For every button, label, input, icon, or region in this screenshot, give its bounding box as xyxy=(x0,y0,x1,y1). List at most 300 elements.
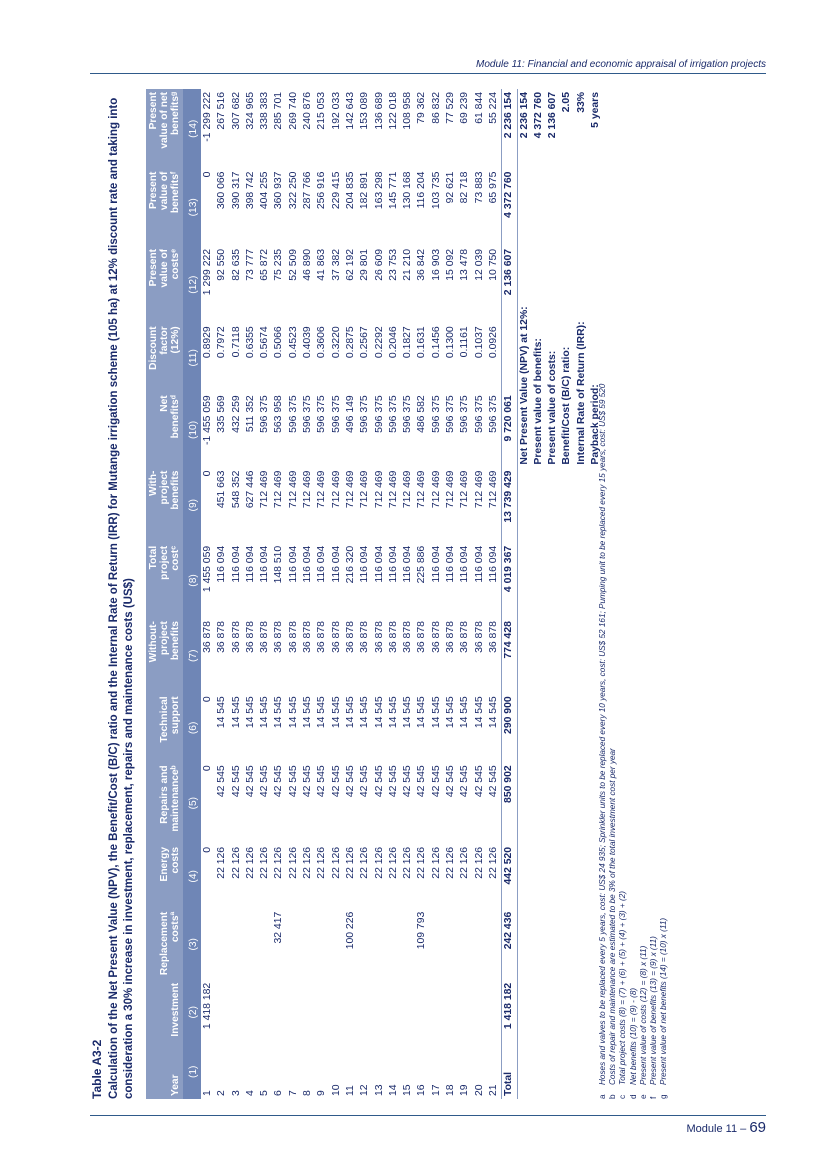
table-cell: 14 545 xyxy=(230,693,244,762)
table-caption: Calculation of the Net Present Value (NPV), the Benefit/Cost (B/C) ratio and the Internal Rate of Return (IRR) for Mutange irrigation scheme (105 ha) at 12% discount rate and taking into consideration a 30% increase in investment, replacement, repairs and maintenance costs (US$) xyxy=(108,97,135,1099)
table-cell: 26 609 xyxy=(373,246,387,323)
table-cell: 62 192 xyxy=(344,246,358,323)
table-cell: 36 878 xyxy=(458,618,472,693)
total-cell: 9 720 061 xyxy=(502,392,517,467)
table-cell: 103 735 xyxy=(430,169,444,246)
table-row xyxy=(373,89,387,1099)
column-header xyxy=(146,693,183,762)
table-cell: 0.1827 xyxy=(401,323,415,392)
table-cell: 563 958 xyxy=(272,392,286,467)
table-cell: 42 545 xyxy=(430,762,444,844)
header-row xyxy=(146,89,183,1099)
column-header-line: project xyxy=(159,470,170,505)
table-cell: 36 878 xyxy=(487,618,502,693)
table-cell: 42 545 xyxy=(387,762,401,844)
table-cell: 596 375 xyxy=(358,392,372,467)
table-cell: 36 878 xyxy=(373,618,387,693)
table-cell: 41 863 xyxy=(315,246,329,323)
table-cell: 1 455 059 xyxy=(201,543,215,618)
table-cell xyxy=(473,909,487,980)
table-cell: 335 569 xyxy=(215,392,229,467)
table-cell: 225 886 xyxy=(415,543,429,618)
table-cell: 13 xyxy=(373,1045,387,1099)
table-cell: 712 469 xyxy=(315,468,329,543)
table-cell: 0.5066 xyxy=(272,323,286,392)
column-number: (4) xyxy=(183,844,201,909)
table-cell: 116 094 xyxy=(473,543,487,618)
table-cell xyxy=(287,909,301,980)
table-cell xyxy=(287,980,301,1045)
total-cell: Total xyxy=(502,1045,517,1099)
table-cell: 61 844 xyxy=(473,89,487,169)
table-cell: 404 255 xyxy=(258,169,272,246)
table-cell xyxy=(244,980,258,1045)
table-cell: 55 224 xyxy=(487,89,502,169)
table-cell: 130 168 xyxy=(401,169,415,246)
summary-row xyxy=(517,89,532,1099)
total-cell: 850 902 xyxy=(502,762,517,844)
summary-label: Net Present Value (NPV) at 12%: xyxy=(518,306,530,465)
table-cell: 8 xyxy=(301,1045,315,1099)
column-header-line: Technical xyxy=(159,696,170,743)
summary-spacer xyxy=(575,468,589,1099)
table-cell: 116 094 xyxy=(373,543,387,618)
table-cell: 215 053 xyxy=(315,89,329,169)
table-cell: 116 094 xyxy=(301,543,315,618)
summary-label: Present value of benefits: xyxy=(532,338,544,465)
summary-value: 2 236 154 xyxy=(518,92,530,139)
table-cell: 10 xyxy=(330,1045,344,1099)
column-header-line: project xyxy=(159,545,170,580)
column-header-line: costsᵉ xyxy=(170,248,181,280)
table-cell: 14 545 xyxy=(444,693,458,762)
table-cell: 100 226 xyxy=(344,909,358,980)
table-cell: 14 545 xyxy=(301,693,315,762)
table-cell: 14 545 xyxy=(487,693,502,762)
table-cell: 21 210 xyxy=(401,246,415,323)
table-cell: 16 903 xyxy=(430,246,444,323)
table-cell xyxy=(201,909,215,980)
table-cell: 116 094 xyxy=(330,543,344,618)
footnote xyxy=(629,89,639,1099)
table-cell xyxy=(401,980,415,1045)
table-cell: 65 872 xyxy=(258,246,272,323)
column-header-line: benefitsᶠ xyxy=(170,171,181,214)
table-cell: 0 xyxy=(201,693,215,762)
footnote-key: f xyxy=(649,1096,659,1099)
column-number: (3) xyxy=(183,909,201,980)
table-cell xyxy=(330,980,344,1045)
table-row xyxy=(358,89,372,1099)
table-cell: 42 545 xyxy=(272,762,286,844)
table-cell: 14 545 xyxy=(430,693,444,762)
table-cell: 52 509 xyxy=(287,246,301,323)
table-cell: 712 469 xyxy=(444,468,458,543)
table-cell: -1 455 059 xyxy=(201,392,215,467)
table-cell: 0.6355 xyxy=(244,323,258,392)
table-cell: 10 750 xyxy=(487,246,502,323)
column-header-line: Present xyxy=(148,92,159,130)
table-cell: 148 510 xyxy=(272,543,286,618)
table-cell: 229 415 xyxy=(330,169,344,246)
column-header xyxy=(146,909,183,980)
table-row xyxy=(387,89,401,1099)
table-cell xyxy=(272,980,286,1045)
column-header-line: costᶜ xyxy=(170,545,181,571)
table-cell: 36 878 xyxy=(473,618,487,693)
table-cell: 22 126 xyxy=(344,844,358,909)
column-header-line: Investment xyxy=(170,982,181,1037)
table-cell: 37 382 xyxy=(330,246,344,323)
table-cell: 596 375 xyxy=(487,392,502,467)
column-header xyxy=(146,246,183,323)
table-cell: 712 469 xyxy=(287,468,301,543)
table-cell: 32 417 xyxy=(272,909,286,980)
total-cell: 774 428 xyxy=(502,618,517,693)
table-cell xyxy=(458,909,472,980)
footnote-text: Present value of benefits (13) = (9) x (11) xyxy=(649,936,659,1085)
table-cell: 204 835 xyxy=(344,169,358,246)
table-cell: 360 937 xyxy=(272,169,286,246)
table-cell: 12 xyxy=(358,1045,372,1099)
table-cell: 712 469 xyxy=(330,468,344,543)
table-cell: 267 516 xyxy=(215,89,229,169)
column-header xyxy=(146,323,183,392)
table-cell: 14 545 xyxy=(344,693,358,762)
table-cell xyxy=(301,909,315,980)
table-cell: 1 418 182 xyxy=(201,980,215,1045)
table-cell: 42 545 xyxy=(415,762,429,844)
table-cell: 73 777 xyxy=(244,246,258,323)
page-footer xyxy=(687,1119,766,1136)
table-cell: 36 878 xyxy=(358,618,372,693)
table-cell: 22 126 xyxy=(415,844,429,909)
column-header-line: Total xyxy=(148,545,159,570)
column-header xyxy=(146,169,183,246)
table-cell: 216 320 xyxy=(344,543,358,618)
table-row xyxy=(444,89,458,1099)
summary-value: 33% xyxy=(575,92,587,113)
table-row xyxy=(315,89,329,1099)
table-cell: 73 883 xyxy=(473,169,487,246)
table-cell: 0 xyxy=(201,762,215,844)
footnote-key: e xyxy=(638,1094,648,1099)
table-cell xyxy=(430,909,444,980)
summary-row xyxy=(560,89,574,1099)
total-cell: 4 372 760 xyxy=(502,169,517,246)
table-cell: 116 094 xyxy=(258,543,272,618)
table-row xyxy=(415,89,429,1099)
total-cell: 442 520 xyxy=(502,844,517,909)
npv-table xyxy=(146,89,603,1099)
column-header-line: Repairs and xyxy=(159,765,170,824)
summary-row xyxy=(532,89,546,1099)
table-cell: 511 352 xyxy=(244,392,258,467)
column-header-line: Year xyxy=(170,1074,181,1096)
table-cell: 17 xyxy=(430,1045,444,1099)
table-cell: 109 793 xyxy=(415,909,429,980)
table-cell: 596 375 xyxy=(258,392,272,467)
table-cell: 0.2292 xyxy=(373,323,387,392)
table-cell: 712 469 xyxy=(387,468,401,543)
summary-value: 2.05 xyxy=(561,92,573,113)
footnote-text: Net benefits (10) = (9) - (8) xyxy=(628,987,638,1085)
table-cell xyxy=(415,980,429,1045)
table-cell: 11 xyxy=(344,1045,358,1099)
column-number: (2) xyxy=(183,980,201,1045)
table-cell: 0.3220 xyxy=(330,323,344,392)
table-cell: 18 xyxy=(444,1045,458,1099)
column-header-line: benefits xyxy=(170,470,181,510)
column-header-line: Present xyxy=(148,248,159,287)
footnote-text: Hoses and valves to be replaced every 5 years, cost: US$ 24 935; Sprinkler units to be replaced every 10 years, cost: US$ 52 161; Pumping unit to be replaced every 15 years, cost: US$ 59 520 xyxy=(598,383,607,1085)
column-header xyxy=(146,1045,183,1099)
table-cell: 712 469 xyxy=(473,468,487,543)
summary-value: 4 372 760 xyxy=(532,92,544,139)
table-cell: 14 545 xyxy=(473,693,487,762)
table-row xyxy=(287,89,301,1099)
table-cell: 42 545 xyxy=(215,762,229,844)
table-cell: 116 094 xyxy=(430,543,444,618)
table-cell: 122 018 xyxy=(387,89,401,169)
column-number: (12) xyxy=(183,246,201,323)
table-cell: 285 701 xyxy=(272,89,286,169)
table-cell: 712 469 xyxy=(487,468,502,543)
table-cell: 338 383 xyxy=(258,89,272,169)
footnote xyxy=(598,89,608,1099)
table-cell: 42 545 xyxy=(487,762,502,844)
footnote-key: g xyxy=(659,1094,669,1099)
table-row xyxy=(458,89,472,1099)
table-cell: 136 689 xyxy=(373,89,387,169)
summary-spacer xyxy=(560,468,574,1099)
table-cell: 116 094 xyxy=(387,543,401,618)
table-row xyxy=(272,89,286,1099)
column-header-line: project xyxy=(159,621,170,656)
table-cell: 712 469 xyxy=(301,468,315,543)
table-cell xyxy=(230,909,244,980)
table-cell: 0.1300 xyxy=(444,323,458,392)
column-header-line: Energy xyxy=(159,846,170,882)
table-cell: 712 469 xyxy=(373,468,387,543)
table-cell: 36 878 xyxy=(415,618,429,693)
table-cell xyxy=(330,909,344,980)
table-cell: 153 089 xyxy=(358,89,372,169)
table-cell: 14 545 xyxy=(358,693,372,762)
column-header-line: Replacement xyxy=(159,911,170,976)
table-cell xyxy=(215,980,229,1045)
table-cell xyxy=(430,980,444,1045)
footnote-text: Present value of costs (12) = (8) x (11) xyxy=(638,945,648,1085)
table-cell: 46 890 xyxy=(301,246,315,323)
column-header-line: costsª xyxy=(170,911,181,943)
column-header xyxy=(146,762,183,844)
column-header-line: Present xyxy=(148,171,159,209)
table-cell: 116 094 xyxy=(444,543,458,618)
total-cell: 4 019 367 xyxy=(502,543,517,618)
column-header-line: maintenanceᵇ xyxy=(170,765,181,832)
table-cell: 69 239 xyxy=(458,89,472,169)
table-cell: 36 878 xyxy=(344,618,358,693)
table-row xyxy=(487,89,502,1099)
column-header xyxy=(146,618,183,693)
summary-spacer xyxy=(517,468,532,1099)
header-rule xyxy=(90,73,766,74)
summary-spacer xyxy=(546,468,560,1099)
table-cell: 16 xyxy=(415,1045,429,1099)
table-cell: 86 832 xyxy=(430,89,444,169)
table-cell: 79 362 xyxy=(415,89,429,169)
footnote xyxy=(649,89,659,1099)
total-cell: 242 436 xyxy=(502,909,517,980)
table-cell: 22 126 xyxy=(401,844,415,909)
table-cell: 36 878 xyxy=(387,618,401,693)
table-cell: 287 766 xyxy=(301,169,315,246)
total-cell xyxy=(502,323,517,392)
table-cell: 712 469 xyxy=(401,468,415,543)
summary-label: Present value of costs: xyxy=(547,350,559,465)
table-cell: 712 469 xyxy=(258,468,272,543)
table-cell: 42 545 xyxy=(258,762,272,844)
table-cell: 5 xyxy=(258,1045,272,1099)
table-cell xyxy=(401,909,415,980)
table-cell: 182 891 xyxy=(358,169,372,246)
table-cell: 42 545 xyxy=(315,762,329,844)
footnote-key: d xyxy=(628,1094,638,1099)
table-cell: 22 126 xyxy=(301,844,315,909)
footer-label: Module 11 – xyxy=(686,1123,747,1135)
table-cell: 1 xyxy=(201,1045,215,1099)
table-cell: 42 545 xyxy=(358,762,372,844)
column-header xyxy=(146,89,183,169)
table-cell xyxy=(258,980,272,1045)
table-cell: 192 033 xyxy=(330,89,344,169)
table-cell: 14 545 xyxy=(258,693,272,762)
table-cell: 0.2046 xyxy=(387,323,401,392)
footnote-key: b xyxy=(608,1094,618,1099)
table-cell xyxy=(315,909,329,980)
table-cell: 712 469 xyxy=(415,468,429,543)
table-cell xyxy=(387,909,401,980)
footnote-key: c xyxy=(618,1094,628,1099)
table-cell: 36 878 xyxy=(301,618,315,693)
summary-value: 5 years xyxy=(590,92,602,128)
footnote-key: a xyxy=(598,1094,607,1099)
table-cell: 116 094 xyxy=(244,543,258,618)
column-number: (11) xyxy=(183,323,201,392)
table-cell: 324 965 xyxy=(244,89,258,169)
column-header-line: Net xyxy=(159,395,170,412)
table-cell: 92 550 xyxy=(215,246,229,323)
column-header-line: costs xyxy=(170,846,181,874)
table-cell: 82 718 xyxy=(458,169,472,246)
table-cell: 596 375 xyxy=(315,392,329,467)
table-cell: 9 xyxy=(315,1045,329,1099)
table-cell: 14 xyxy=(387,1045,401,1099)
footnote xyxy=(608,89,618,1099)
column-header xyxy=(146,844,183,909)
column-number: (7) xyxy=(183,618,201,693)
table-cell: 36 878 xyxy=(230,618,244,693)
table-row xyxy=(473,89,487,1099)
summary-label: Internal Rate of Return (IRR): xyxy=(575,321,587,465)
table-cell: 390 317 xyxy=(230,169,244,246)
table-label: Table A3-2 xyxy=(90,1039,104,1099)
table-cell: 42 545 xyxy=(287,762,301,844)
table-cell: 36 878 xyxy=(287,618,301,693)
table-cell xyxy=(373,980,387,1045)
table-cell: 14 545 xyxy=(387,693,401,762)
table-cell: 12 039 xyxy=(473,246,487,323)
running-header: Module 11: Financial and economic appraisal of irrigation projects xyxy=(476,59,766,70)
table-cell: 22 126 xyxy=(387,844,401,909)
table-cell: 22 126 xyxy=(272,844,286,909)
table-cell: 36 878 xyxy=(244,618,258,693)
footer-rule xyxy=(90,1115,766,1116)
table-cell: 14 545 xyxy=(244,693,258,762)
table-cell: 116 094 xyxy=(315,543,329,618)
table-cell xyxy=(458,980,472,1045)
table-cell: 240 876 xyxy=(301,89,315,169)
column-header-line: benefitsᵍ xyxy=(170,92,181,136)
total-cell: 2 136 607 xyxy=(502,246,517,323)
summary-spacer xyxy=(532,468,546,1099)
table-cell: 36 878 xyxy=(401,618,415,693)
total-cell: 290 900 xyxy=(502,693,517,762)
table-cell xyxy=(373,909,387,980)
table-cell: 596 375 xyxy=(430,392,444,467)
table-cell xyxy=(487,980,502,1045)
table-cell: 42 545 xyxy=(330,762,344,844)
column-header xyxy=(146,468,183,543)
table-cell: 596 375 xyxy=(387,392,401,467)
table-cell: 42 545 xyxy=(401,762,415,844)
table-cell: 22 126 xyxy=(230,844,244,909)
table-cell: 256 916 xyxy=(315,169,329,246)
table-footnotes xyxy=(598,89,669,1099)
total-cell: 13 739 429 xyxy=(502,468,517,543)
table-cell: 712 469 xyxy=(458,468,472,543)
table-cell xyxy=(444,909,458,980)
table-cell: 36 842 xyxy=(415,246,429,323)
table-cell: 0.0926 xyxy=(487,323,502,392)
table-title-block xyxy=(90,89,137,1099)
footnote xyxy=(659,89,669,1099)
table-cell: 36 878 xyxy=(215,618,229,693)
table-cell: 3 xyxy=(230,1045,244,1099)
table-row xyxy=(258,89,272,1099)
table-cell: 42 545 xyxy=(373,762,387,844)
table-cell: 116 094 xyxy=(287,543,301,618)
table-cell: 322 250 xyxy=(287,169,301,246)
column-number: (13) xyxy=(183,169,201,246)
table-cell: 14 545 xyxy=(272,693,286,762)
table-cell: 14 545 xyxy=(215,693,229,762)
table-cell: 36 878 xyxy=(272,618,286,693)
table-cell xyxy=(444,980,458,1045)
table-cell: 65 975 xyxy=(487,169,502,246)
table-cell: 0.4523 xyxy=(287,323,301,392)
table-row xyxy=(301,89,315,1099)
table-cell: 145 771 xyxy=(387,169,401,246)
table-cell: 596 375 xyxy=(330,392,344,467)
rotated-table-area xyxy=(90,89,690,1099)
table-cell: 116 094 xyxy=(458,543,472,618)
table-cell: 0.1161 xyxy=(458,323,472,392)
table-cell: 36 878 xyxy=(430,618,444,693)
table-cell: 22 126 xyxy=(358,844,372,909)
column-header-line: factor xyxy=(159,326,170,355)
